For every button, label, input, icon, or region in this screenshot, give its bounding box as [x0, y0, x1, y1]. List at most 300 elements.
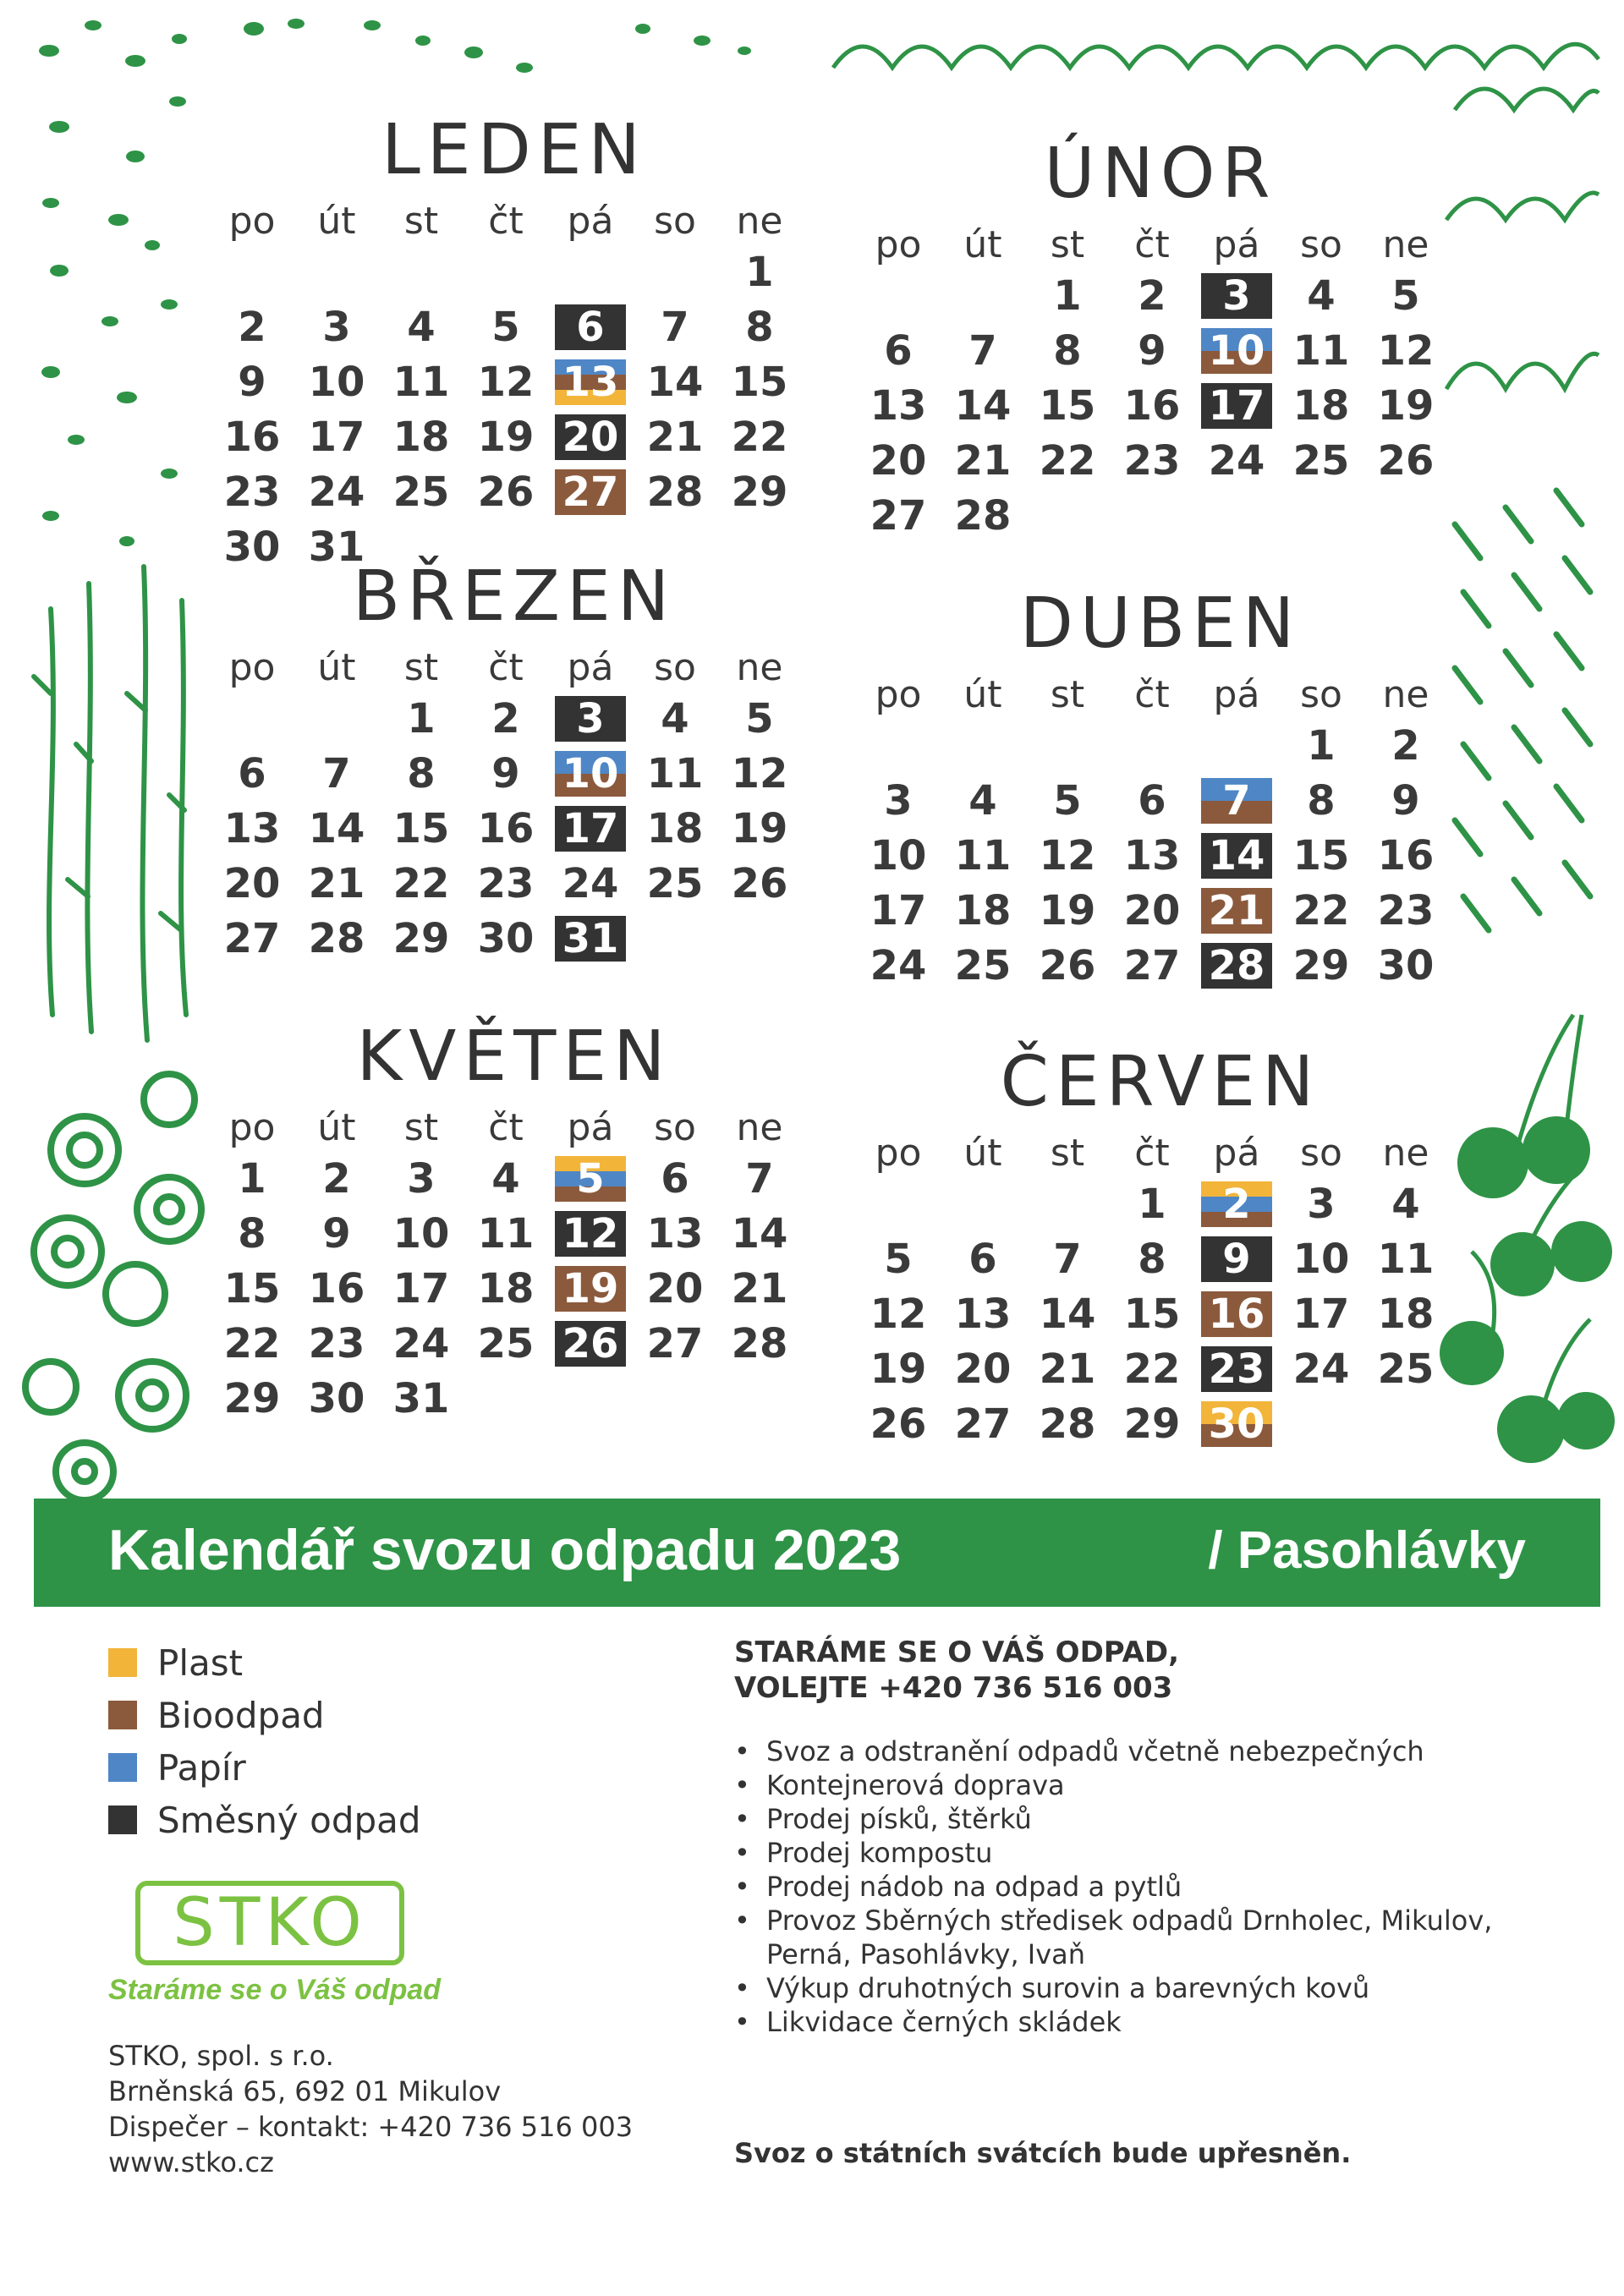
dispatch-contact: Dispečer – kontakt: +420 736 516 003: [108, 2111, 634, 2143]
weekday-header: pá: [567, 1106, 614, 1149]
month-name: BŘEZEN: [352, 556, 677, 637]
day-number: 17: [870, 887, 927, 934]
day-number: 8: [1307, 777, 1336, 825]
day-cell: [941, 1342, 1025, 1396]
services-list: [734, 1734, 1495, 2039]
contact-block: [108, 2038, 633, 2180]
day-cell: [379, 747, 464, 801]
day-cell: [1110, 1342, 1194, 1396]
weekday-header: ne: [1382, 673, 1429, 716]
day-cell: [856, 379, 941, 433]
day-number: 8: [745, 304, 774, 351]
stko-logo: [135, 1881, 404, 1965]
day-number: 26: [477, 469, 535, 516]
day-number: 20: [562, 414, 619, 461]
title-banner: [34, 1499, 1600, 1607]
day-number: 6: [968, 1236, 997, 1283]
day-cell: [464, 1207, 548, 1261]
day-number: 25: [477, 1320, 535, 1367]
list-item: • Svoz a odstranění odpadů včetně nebezpečných: [734, 1734, 1495, 1768]
day-cell: [1194, 1232, 1279, 1286]
day-number: 21: [308, 860, 365, 907]
day-number: 19: [1377, 382, 1435, 430]
day-number: 23: [223, 469, 281, 516]
day-number: 2: [238, 304, 266, 351]
day-number: 11: [477, 1210, 535, 1258]
day-cell: [210, 1372, 294, 1426]
day-number: 14: [731, 1210, 788, 1258]
day-number: 10: [562, 750, 619, 797]
day-number: 19: [562, 1265, 619, 1312]
day-number: 6: [1138, 777, 1166, 825]
day-number: 11: [1292, 327, 1350, 375]
day-cell: [717, 355, 802, 409]
day-number: 2: [491, 695, 520, 743]
day-cell: [633, 692, 717, 746]
day-cell: [1025, 1287, 1110, 1341]
day-cell: [1363, 774, 1448, 828]
day-cell: [464, 747, 548, 801]
day-number: 2: [1138, 272, 1166, 320]
day-number: 23: [1377, 887, 1435, 934]
day-number: 9: [1391, 777, 1420, 825]
day-cell: [633, 1262, 717, 1316]
day-number: 18: [954, 887, 1012, 934]
day-cell: [1279, 939, 1363, 993]
day-cell: [1194, 1287, 1279, 1341]
day-cell: [1194, 829, 1279, 883]
day-cell: [294, 1372, 379, 1426]
day-number: 29: [1292, 942, 1350, 989]
day-cell: [856, 939, 941, 993]
day-cell: [1110, 269, 1194, 323]
day-number: 18: [477, 1265, 535, 1312]
legend-item-smesny: [108, 1794, 421, 1846]
day-number: 22: [392, 860, 450, 907]
day-number: 10: [870, 832, 927, 879]
logo-slogan: Staráme se o Váš odpad: [108, 1974, 442, 2006]
day-cell: [856, 884, 941, 938]
day-cell: [548, 912, 633, 966]
day-number: 7: [661, 304, 689, 351]
day-number: 30: [1377, 942, 1435, 989]
day-number: 7: [968, 327, 997, 375]
day-number: 12: [731, 750, 788, 797]
day-number: 29: [223, 1375, 281, 1422]
day-cell: [379, 410, 464, 464]
day-number: 23: [1123, 437, 1181, 485]
day-cell: [294, 410, 379, 464]
day-cell: [548, 1262, 633, 1316]
day-cell: [548, 857, 633, 911]
day-number: 21: [1208, 887, 1265, 934]
legend-item-papir: [108, 1741, 421, 1794]
day-cell: [294, 912, 379, 966]
day-number: 5: [1053, 777, 1082, 825]
weekday-header: ne: [1382, 223, 1429, 266]
day-cell: [1363, 829, 1448, 883]
day-number: 20: [1123, 887, 1181, 934]
legend-swatch: [108, 1648, 137, 1677]
weekday-header: po: [228, 1106, 276, 1149]
day-cell: [717, 465, 802, 519]
day-cell: [1194, 324, 1279, 378]
day-cell: [941, 324, 1025, 378]
legend-swatch: [108, 1701, 137, 1729]
weekday-header: ne: [736, 1106, 783, 1149]
day-cell: [1279, 1287, 1363, 1341]
day-cell: [548, 802, 633, 856]
day-number: 30: [308, 1375, 365, 1422]
day-number: 9: [1138, 327, 1166, 375]
day-number: 13: [954, 1290, 1012, 1338]
day-cell: [717, 802, 802, 856]
month-name: ÚNOR: [1044, 134, 1277, 214]
day-number: 17: [562, 805, 619, 852]
day-number: 25: [1377, 1345, 1435, 1393]
day-cell: [856, 1342, 941, 1396]
weekday-header: po: [228, 646, 276, 689]
day-cell: [941, 489, 1025, 543]
day-number: 1: [1138, 1181, 1166, 1228]
day-number: 21: [1039, 1345, 1096, 1393]
day-cell: [1363, 1342, 1448, 1396]
weekday-header: st: [1050, 1132, 1085, 1175]
day-number: 13: [1123, 832, 1181, 879]
day-number: 24: [870, 942, 927, 989]
day-number: 10: [392, 1210, 450, 1258]
day-cell: [1025, 829, 1110, 883]
day-number: 6: [576, 304, 605, 351]
day-cell: [294, 355, 379, 409]
day-number: 6: [884, 327, 913, 375]
weekday-header: út: [317, 646, 356, 689]
day-number: 28: [1039, 1400, 1096, 1448]
day-number: 22: [1123, 1345, 1181, 1393]
day-number: 29: [392, 915, 450, 962]
weekday-header: po: [875, 1132, 922, 1175]
day-number: 27: [954, 1400, 1012, 1448]
day-cell: [1279, 269, 1363, 323]
day-cell: [379, 355, 464, 409]
day-number: 16: [1208, 1290, 1265, 1338]
day-cell: [856, 434, 941, 488]
day-cell: [464, 692, 548, 746]
day-number: 30: [477, 915, 535, 962]
day-cell: [717, 1207, 802, 1261]
day-cell: [210, 747, 294, 801]
day-cell: [548, 465, 633, 519]
month-4: [856, 584, 1465, 1108]
day-cell: [1194, 269, 1279, 323]
day-number: 14: [308, 805, 365, 852]
day-cell: [1025, 939, 1110, 993]
day-cell: [717, 747, 802, 801]
day-cell: [1025, 379, 1110, 433]
day-cell: [210, 912, 294, 966]
day-cell: [379, 1207, 464, 1261]
day-number: 22: [1292, 887, 1350, 934]
day-cell: [464, 1262, 548, 1316]
day-number: 24: [308, 469, 365, 516]
day-number: 11: [954, 832, 1012, 879]
day-cell: [1194, 434, 1279, 488]
day-number: 30: [223, 523, 281, 571]
cherries-icon: [1440, 1015, 1615, 1463]
day-cell: [941, 829, 1025, 883]
day-number: 27: [1123, 942, 1181, 989]
day-cell: [1363, 269, 1448, 323]
day-number: 7: [745, 1155, 774, 1203]
day-cell: [294, 300, 379, 354]
day-cell: [633, 300, 717, 354]
day-number: 28: [646, 469, 704, 516]
list-item: • Provoz Sběrných středisek odpadů Drnholec, Mikulov, Perná, Pasohlávky, Ivaň: [734, 1904, 1495, 1971]
day-cell: [717, 245, 802, 299]
day-cell: [856, 829, 941, 883]
weekday-header: čt: [1134, 223, 1170, 266]
day-cell: [941, 884, 1025, 938]
day-number: 14: [646, 359, 704, 406]
list-item: • Prodej písků, štěrků: [734, 1802, 1495, 1836]
day-cell: [633, 1207, 717, 1261]
day-cell: [856, 324, 941, 378]
day-cell: [1194, 1177, 1279, 1231]
weekday-header: út: [963, 223, 1002, 266]
day-cell: [633, 1152, 717, 1206]
day-number: 19: [477, 414, 535, 461]
day-cell: [1279, 1177, 1363, 1231]
day-cell: [1279, 884, 1363, 938]
day-number: 28: [308, 915, 365, 962]
day-cell: [1110, 1232, 1194, 1286]
day-cell: [1110, 884, 1194, 938]
day-number: 17: [392, 1265, 450, 1312]
day-cell: [633, 465, 717, 519]
day-number: 21: [731, 1265, 788, 1312]
day-number: 13: [562, 359, 619, 406]
list-item: • Výkup druhotných surovin a barevných kovů: [734, 1971, 1495, 2005]
day-number: 28: [954, 492, 1012, 540]
weekday-header: út: [317, 1106, 356, 1149]
day-number: 3: [1222, 272, 1251, 320]
weekday-header: so: [1300, 1132, 1342, 1175]
weekday-header: pá: [567, 646, 614, 689]
day-cell: [1279, 774, 1363, 828]
day-number: 28: [731, 1320, 788, 1367]
weekday-header: čt: [488, 200, 524, 243]
day-number: 14: [1039, 1290, 1096, 1338]
services-heading-line1: STARÁME SE O VÁŠ ODPAD,: [734, 1636, 1180, 1669]
day-number: 15: [1292, 832, 1350, 879]
day-number: 26: [731, 860, 788, 907]
day-number: 12: [562, 1210, 619, 1258]
day-cell: [856, 489, 941, 543]
day-cell: [633, 1317, 717, 1371]
day-number: 15: [1039, 382, 1096, 430]
day-number: 18: [392, 414, 450, 461]
day-number: 22: [1039, 437, 1096, 485]
day-number: 4: [1307, 272, 1336, 320]
weekday-header: čt: [1134, 673, 1170, 716]
day-cell: [856, 774, 941, 828]
day-number: 23: [308, 1320, 365, 1367]
day-cell: [294, 1262, 379, 1316]
weekday-header: čt: [488, 1106, 524, 1149]
day-cell: [856, 1232, 941, 1286]
weekday-header: út: [317, 200, 356, 243]
day-cell: [379, 1317, 464, 1371]
day-cell: [379, 912, 464, 966]
day-number: 5: [1391, 272, 1420, 320]
day-number: 18: [646, 805, 704, 852]
day-number: 8: [1053, 327, 1082, 375]
day-cell: [210, 802, 294, 856]
day-number: 2: [1391, 722, 1420, 770]
day-cell: [548, 410, 633, 464]
day-number: 11: [646, 750, 704, 797]
day-cell: [717, 300, 802, 354]
day-cell: [941, 1287, 1025, 1341]
day-number: 25: [954, 942, 1012, 989]
day-number: 7: [1222, 777, 1251, 825]
day-number: 13: [870, 382, 927, 430]
day-number: 25: [392, 469, 450, 516]
banner-title: Kalendář svozu odpadu 2023: [108, 1518, 902, 1582]
day-number: 9: [491, 750, 520, 797]
day-cell: [1363, 434, 1448, 488]
day-cell: [1279, 324, 1363, 378]
month-name: KVĚTEN: [356, 1016, 672, 1097]
day-cell: [1279, 719, 1363, 773]
day-number: 9: [322, 1210, 351, 1258]
day-cell: [548, 747, 633, 801]
day-cell: [379, 300, 464, 354]
day-cell: [941, 379, 1025, 433]
weekday-header: po: [875, 673, 922, 716]
day-number: 17: [1292, 1290, 1350, 1338]
day-number: 20: [954, 1345, 1012, 1393]
day-number: 17: [308, 414, 365, 461]
day-number: 18: [1377, 1290, 1435, 1338]
day-cell: [1110, 1397, 1194, 1451]
day-number: 21: [954, 437, 1012, 485]
day-number: 3: [322, 304, 351, 351]
day-cell: [941, 939, 1025, 993]
day-number: 8: [1138, 1236, 1166, 1283]
weekday-header: ne: [1382, 1132, 1429, 1175]
day-cell: [548, 300, 633, 354]
weekday-header: so: [1300, 673, 1342, 716]
day-cell: [1025, 1342, 1110, 1396]
day-number: 28: [1208, 942, 1265, 989]
day-number: 5: [884, 1236, 913, 1283]
day-cell: [210, 1262, 294, 1316]
day-cell: [379, 692, 464, 746]
day-number: 2: [322, 1155, 351, 1203]
day-cell: [210, 355, 294, 409]
day-number: 8: [407, 750, 436, 797]
day-cell: [294, 465, 379, 519]
day-cell: [1363, 1177, 1448, 1231]
day-number: 30: [1208, 1400, 1265, 1448]
day-number: 4: [491, 1155, 520, 1203]
grass-stalks-icon: [34, 567, 186, 1040]
company-address: Brněnská 65, 692 01 Mikulov: [108, 2075, 502, 2107]
day-number: 21: [646, 414, 704, 461]
day-cell: [210, 300, 294, 354]
day-cell: [1279, 434, 1363, 488]
day-number: 26: [870, 1400, 927, 1448]
day-number: 27: [562, 469, 619, 516]
day-cell: [633, 857, 717, 911]
banner-place: / Pasohlávky: [1208, 1521, 1526, 1580]
day-number: 19: [1039, 887, 1096, 934]
weekday-header: st: [1050, 223, 1085, 266]
day-cell: [1194, 884, 1279, 938]
day-number: 4: [407, 304, 436, 351]
day-number: 7: [322, 750, 351, 797]
day-number: 24: [392, 1320, 450, 1367]
day-cell: [294, 802, 379, 856]
day-cell: [633, 802, 717, 856]
day-number: 19: [731, 805, 788, 852]
services-heading-line2: VOLEJTE +420 736 516 003: [734, 1671, 1173, 1705]
day-number: 11: [1377, 1236, 1435, 1283]
day-cell: [1363, 939, 1448, 993]
weekday-header: so: [654, 1106, 696, 1149]
day-number: 20: [646, 1265, 704, 1312]
legend-item-bio: [108, 1689, 421, 1741]
day-number: 25: [646, 860, 704, 907]
day-cell: [294, 747, 379, 801]
list-item: • Kontejnerová doprava: [734, 1768, 1495, 1802]
day-cell: [633, 747, 717, 801]
day-cell: [548, 355, 633, 409]
day-cell: [1110, 774, 1194, 828]
day-cell: [464, 1317, 548, 1371]
day-cell: [1110, 1287, 1194, 1341]
day-number: 20: [223, 860, 281, 907]
day-number: 23: [1208, 1345, 1265, 1393]
day-cell: [717, 1152, 802, 1206]
day-number: 9: [238, 359, 266, 406]
day-cell: [1110, 1177, 1194, 1231]
day-cell: [379, 1372, 464, 1426]
day-cell: [210, 1317, 294, 1371]
day-number: 15: [392, 805, 450, 852]
day-number: 8: [238, 1210, 266, 1258]
day-cell: [941, 1232, 1025, 1286]
day-number: 18: [1292, 382, 1350, 430]
weekday-header: so: [654, 646, 696, 689]
day-cell: [294, 1317, 379, 1371]
day-cell: [1110, 434, 1194, 488]
day-number: 31: [392, 1375, 450, 1422]
day-number: 24: [562, 860, 619, 907]
weekday-header: po: [228, 200, 276, 243]
weekday-header: st: [403, 1106, 439, 1149]
day-number: 5: [745, 695, 774, 743]
day-cell: [379, 1152, 464, 1206]
website-link[interactable]: www.stko.cz: [108, 2146, 274, 2178]
day-number: 16: [1377, 832, 1435, 879]
day-number: 6: [661, 1155, 689, 1203]
day-cell: [717, 1262, 802, 1316]
day-cell: [1025, 434, 1110, 488]
day-number: 16: [477, 805, 535, 852]
day-cell: [294, 1207, 379, 1261]
